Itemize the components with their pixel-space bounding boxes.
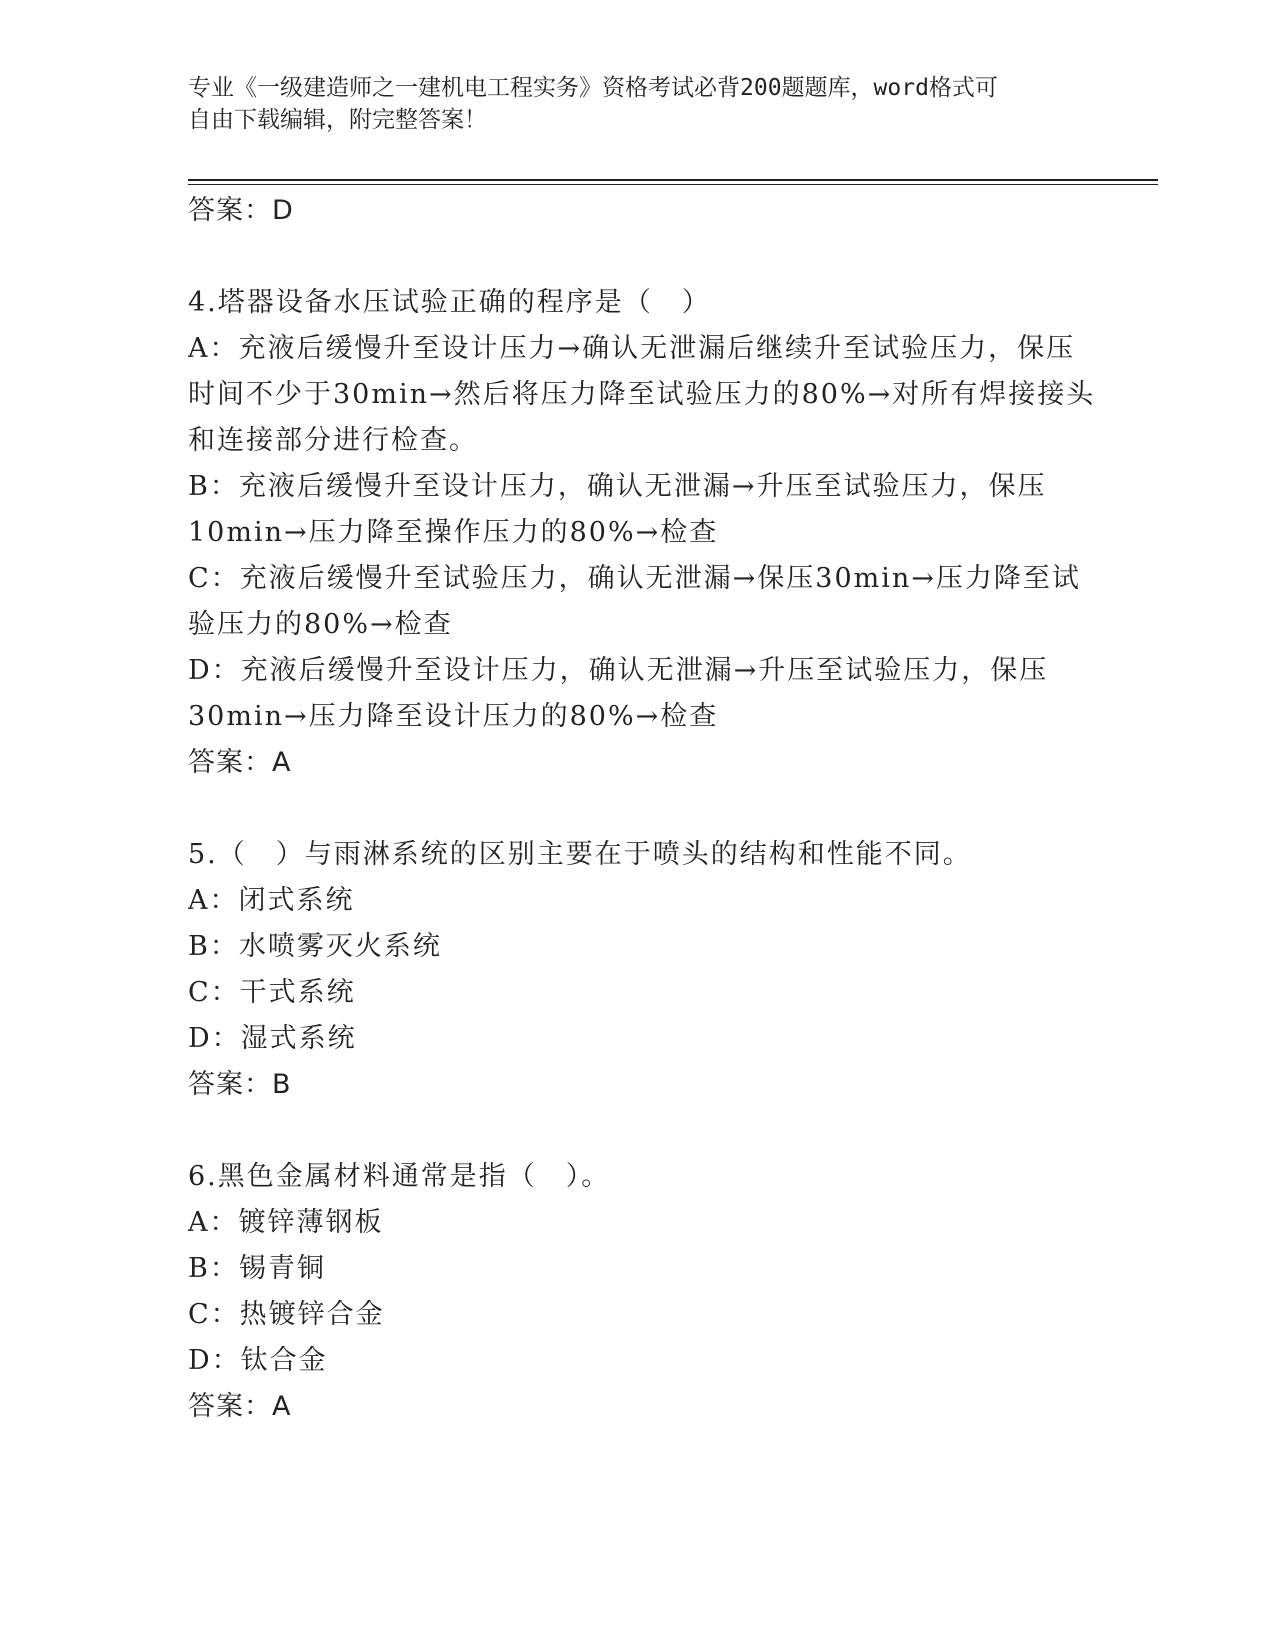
question-5-option-d: D：湿式系统: [188, 1023, 357, 1054]
question-4-option-a: A：充液后缓慢升至设计压力→确认无泄漏后继续升至试验压力，保压: [188, 333, 1076, 364]
question-6-option-a: A：镀锌薄钢板: [188, 1207, 384, 1238]
question-4-option-c-cont: 验压力的80%→检查: [188, 609, 453, 640]
question-4-option-d-cont: 30min→压力降至设计压力的80%→检查: [188, 701, 719, 732]
question-4-option-c: C：充液后缓慢升至试验压力，确认无泄漏→保压30min→压力降至试: [188, 563, 1081, 594]
header-rule-thick: [188, 179, 1158, 181]
question-5-option-a: A：闭式系统: [188, 885, 355, 916]
question-5: [188, 832, 1088, 1108]
header-line-2: 自由下载编辑，附完整答案！: [188, 107, 487, 133]
question-4-stem: 4.塔器设备水压试验正确的程序是（ ）: [188, 287, 711, 318]
header-rule-thin: [188, 184, 1158, 185]
spacer: [188, 786, 1088, 832]
question-body: [188, 188, 1096, 1430]
spacer: [188, 1108, 1088, 1154]
question-6-option-d: D：钛合金: [188, 1345, 328, 1376]
question-6-stem: 6.黑色金属材料通常是指（ ）。: [188, 1161, 611, 1192]
question-5-stem: 5.（ ）与雨淋系统的区别主要在于喷头的结构和性能不同。: [188, 839, 972, 870]
question-5-answer: 答案：B: [188, 1069, 292, 1100]
question-6-option-b: B：锡青铜: [188, 1253, 326, 1284]
question-4-option-b-cont: 10min→压力降至操作压力的80%→检查: [188, 517, 719, 548]
question-6: [188, 1154, 1088, 1430]
question-4-option-d: D：充液后缓慢升至设计压力，确认无泄漏→升压至试验压力，保压: [188, 655, 1049, 686]
question-6-option-c: C：热镀锌合金: [188, 1299, 385, 1330]
question-4-answer: 答案：A: [188, 747, 292, 778]
question-5-option-b: B：水喷雾灭火系统: [188, 931, 442, 962]
question-5-option-c: C：干式系统: [188, 977, 356, 1008]
spacer: [188, 234, 1088, 280]
previous-answer: 答案：D: [188, 195, 294, 226]
document-header: [188, 72, 1088, 136]
question-4-option-b: B：充液后缓慢升至设计压力，确认无泄漏→升压至试验压力，保压: [188, 471, 1047, 502]
question-4: [188, 280, 1096, 786]
header-line-1: 专业《一级建造师之一建机电工程实务》资格考试必背200题题库，word格式可: [188, 75, 998, 101]
question-4-option-a-cont: 时间不少于30min→然后将压力降至试验压力的80%→对所有焊接接头: [188, 379, 1096, 410]
question-4-option-a-cont: 和连接部分进行检查。: [188, 425, 478, 456]
question-6-answer: 答案：A: [188, 1391, 292, 1422]
